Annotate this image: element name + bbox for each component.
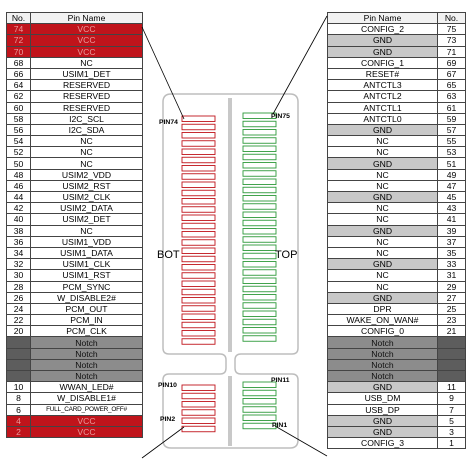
pin-number: 42 — [7, 203, 31, 214]
pin-number: 66 — [7, 68, 31, 79]
pin-name: ANTCTL1 — [328, 102, 438, 113]
top-pad — [243, 253, 276, 259]
pin-number: 7 — [438, 404, 466, 415]
pin-number: 31 — [438, 270, 466, 281]
pin75-leader-line — [273, 16, 327, 114]
pin-name: Notch — [328, 371, 438, 382]
pin-name: NC — [328, 180, 438, 191]
bot-pad — [182, 124, 215, 130]
top-pad — [243, 399, 276, 405]
top-pad — [243, 187, 276, 193]
bot-pad — [182, 418, 215, 424]
pin-name: VCC — [31, 35, 143, 46]
top-pad — [243, 407, 276, 413]
bot-pad — [182, 265, 215, 271]
pin-name: NC — [328, 169, 438, 180]
pin-number: 53 — [438, 147, 466, 158]
pin-number: 58 — [7, 113, 31, 124]
pin-name: USIM1_DATA — [31, 247, 143, 258]
pin-name: PCM_OUT — [31, 303, 143, 314]
pin-name: NC — [31, 225, 143, 236]
pin-number: 60 — [7, 102, 31, 113]
top-pad — [243, 390, 276, 396]
pin-name: GND — [328, 426, 438, 437]
pin-name: GND — [328, 35, 438, 46]
bot-pad — [182, 223, 215, 229]
pin-name: NC — [328, 214, 438, 225]
pin-name: GND — [328, 158, 438, 169]
pin-number: 40 — [7, 214, 31, 225]
pin-name: CONFIG_2 — [328, 24, 438, 35]
pin-name: USB_DP — [328, 404, 438, 415]
top-side-label: TOP — [275, 249, 298, 261]
pin-number: 41 — [438, 214, 466, 225]
pin-name: DPR — [328, 303, 438, 314]
pin-number: 56 — [7, 124, 31, 135]
pin-number: 34 — [7, 247, 31, 258]
pin-number: 4 — [7, 415, 31, 426]
top-pad — [243, 303, 276, 309]
header-no: No. — [7, 13, 31, 24]
top-pad — [243, 138, 276, 144]
pin-number: 10 — [7, 382, 31, 393]
pin-number: 29 — [438, 281, 466, 292]
pin-name: RESERVED — [31, 80, 143, 91]
pin-number: 38 — [7, 225, 31, 236]
pin-name: GND — [328, 259, 438, 270]
pin-name: Notch — [328, 337, 438, 348]
pin-number: 1 — [438, 438, 466, 449]
top-pad — [243, 328, 276, 334]
pin-number: 75 — [438, 24, 466, 35]
pin-name: RESERVED — [31, 102, 143, 113]
bot-pad — [182, 166, 215, 172]
pin-number: 3 — [438, 426, 466, 437]
top-pad — [243, 311, 276, 317]
pin-name: NC — [328, 281, 438, 292]
pin-name: GND — [328, 382, 438, 393]
pin-number: 9 — [438, 393, 466, 404]
pin-number: 71 — [438, 46, 466, 57]
pin-name: GND — [328, 124, 438, 135]
pin-number: 21 — [438, 326, 466, 337]
pin-name: RESERVED — [31, 91, 143, 102]
pin-number: 67 — [438, 68, 466, 79]
bot-pad — [182, 314, 215, 320]
pin11-label: PIN11 — [271, 377, 290, 384]
top-pad — [243, 319, 276, 325]
pin-number: 43 — [438, 203, 466, 214]
bot-pad — [182, 402, 215, 408]
bot-pad — [182, 339, 215, 345]
pin-number: 39 — [438, 225, 466, 236]
top-pad — [243, 245, 276, 251]
pin-number: 32 — [7, 259, 31, 270]
bot-pad — [182, 240, 215, 246]
pin-name: USIM1_CLK — [31, 259, 143, 270]
pin-name: ANTCTL2 — [328, 91, 438, 102]
top-pad — [243, 278, 276, 284]
pin-name: VCC — [31, 24, 143, 35]
pin-name: USIM2_RST — [31, 180, 143, 191]
bot-pad — [182, 207, 215, 213]
top-pad — [243, 237, 276, 243]
pin-name: Notch — [328, 348, 438, 359]
header-no: No. — [438, 13, 466, 24]
pin-name: I2C_SDA — [31, 124, 143, 135]
pin-number: 28 — [7, 281, 31, 292]
pin-name: USIM2_VDD — [31, 169, 143, 180]
pin-name: NC — [328, 236, 438, 247]
pin-number: 30 — [7, 270, 31, 281]
top-pad — [243, 295, 276, 301]
pin-name: PCM_CLK — [31, 326, 143, 337]
top-pad — [243, 415, 276, 421]
pin-name: NC — [31, 147, 143, 158]
bot-pad — [182, 190, 215, 196]
pin-name: GND — [328, 192, 438, 203]
bot-pad — [182, 256, 215, 262]
top-pad — [243, 154, 276, 160]
pin-name: NC — [328, 203, 438, 214]
pin-name: WAKE_ON_WAN# — [328, 315, 438, 326]
pin-name: RESET# — [328, 68, 438, 79]
top-pad — [243, 130, 276, 136]
pin-number: 63 — [438, 91, 466, 102]
leader-lines — [142, 16, 327, 458]
pin-number: 22 — [7, 315, 31, 326]
pin-name: GND — [328, 415, 438, 426]
pin-number: 20 — [7, 326, 31, 337]
bot-pad — [182, 182, 215, 188]
bot-pad — [182, 174, 215, 180]
bot-pad — [182, 116, 215, 122]
bot-pad — [182, 273, 215, 279]
pin10-label: PIN10 — [158, 382, 177, 389]
pin-name: USIM2_DET — [31, 214, 143, 225]
pin-name: USIM1_DET — [31, 68, 143, 79]
pin-name: Notch — [31, 337, 143, 348]
top-pad — [243, 163, 276, 169]
pin-number: 35 — [438, 247, 466, 258]
pin-number: 51 — [438, 158, 466, 169]
top-pad — [243, 220, 276, 226]
bot-pad — [182, 157, 215, 163]
top-pad — [243, 196, 276, 202]
pin-number: 61 — [438, 102, 466, 113]
bot-pad — [182, 232, 215, 238]
pin-name: USB_DM — [328, 393, 438, 404]
pin-name: Notch — [31, 371, 143, 382]
top-pad — [243, 262, 276, 268]
pin-name: ANTCTL0 — [328, 113, 438, 124]
pin-number: 57 — [438, 124, 466, 135]
pin-name: W_DISABLE2# — [31, 292, 143, 303]
pin-number: 37 — [438, 236, 466, 247]
pin-number: 27 — [438, 292, 466, 303]
pin1-leader-line — [275, 426, 327, 456]
pin-name: PCM_IN — [31, 315, 143, 326]
bot-pad — [182, 133, 215, 139]
bot-pad — [182, 322, 215, 328]
pin-number: 47 — [438, 180, 466, 191]
pin-number: 55 — [438, 136, 466, 147]
pin75-label: PIN75 — [271, 113, 290, 120]
pin-number: 26 — [7, 292, 31, 303]
bot-pad — [182, 393, 215, 399]
bot-pad — [182, 331, 215, 337]
top-pad — [243, 229, 276, 235]
bot-pad — [182, 426, 215, 432]
pin-number: 2 — [7, 426, 31, 437]
pin-number: 11 — [438, 382, 466, 393]
pin-number: 69 — [438, 57, 466, 68]
pin-name: VCC — [31, 426, 143, 437]
pin-number: 25 — [438, 303, 466, 314]
pin74-label: PIN74 — [159, 119, 178, 126]
pin-name: NC — [31, 136, 143, 147]
bot-pad — [182, 385, 215, 391]
top-pad — [243, 212, 276, 218]
pin-name: NC — [328, 136, 438, 147]
pin2-label: PIN2 — [160, 416, 176, 423]
top-pad — [243, 121, 276, 127]
pin-number: 24 — [7, 303, 31, 314]
pin-name: NC — [328, 147, 438, 158]
pin-number: 72 — [7, 35, 31, 46]
pin-name: PCM_SYNC — [31, 281, 143, 292]
pin-number: 74 — [7, 24, 31, 35]
pin-name: FULL_CARD_POWER_OFF# — [31, 404, 143, 415]
pin-number: 8 — [7, 393, 31, 404]
pin-number: 64 — [7, 80, 31, 91]
pin-number: 48 — [7, 169, 31, 180]
pin-name: Notch — [328, 359, 438, 370]
pin-number: 36 — [7, 236, 31, 247]
pin-number: 33 — [438, 259, 466, 270]
pin-number: 44 — [7, 192, 31, 203]
bot-pad — [182, 199, 215, 205]
top-pad — [243, 179, 276, 185]
top-pad — [243, 171, 276, 177]
bot-pad — [182, 215, 215, 221]
pin-name: GND — [328, 46, 438, 57]
top-pad — [243, 204, 276, 210]
pin-name: CONFIG_3 — [328, 438, 438, 449]
bot-pad — [182, 248, 215, 254]
pin-name: Notch — [31, 348, 143, 359]
bot-pad — [182, 281, 215, 287]
pin-number: 62 — [7, 91, 31, 102]
pin-name: VCC — [31, 46, 143, 57]
pin-name: NC — [31, 57, 143, 68]
pin-name: USIM1_RST — [31, 270, 143, 281]
pin-name: NC — [328, 247, 438, 258]
pin-number: 23 — [438, 315, 466, 326]
pin-name: CONFIG_1 — [328, 57, 438, 68]
header-pin-name: Pin Name — [328, 13, 438, 24]
bot-pad — [182, 306, 215, 312]
bot-pad — [182, 410, 215, 416]
pin-name: WWAN_LED# — [31, 382, 143, 393]
top-pad — [243, 286, 276, 292]
pin1-label: PIN1 — [272, 422, 288, 429]
pin-number: 73 — [438, 35, 466, 46]
top-pad — [243, 146, 276, 152]
pin-name: USIM2_CLK — [31, 192, 143, 203]
pin-number: 5 — [438, 415, 466, 426]
bot-side-label: BOT — [157, 249, 180, 261]
pin-number: 46 — [7, 180, 31, 191]
pin-number: 54 — [7, 136, 31, 147]
bot-pad — [182, 149, 215, 155]
pin-name: USIM1_VDD — [31, 236, 143, 247]
bot-pad — [182, 298, 215, 304]
pin-name: W_DISABLE1# — [31, 393, 143, 404]
header-pin-name: Pin Name — [31, 13, 143, 24]
bot-pad — [182, 141, 215, 147]
pin-name: I2C_SCL — [31, 113, 143, 124]
pin-name: ANTCTL3 — [328, 80, 438, 91]
bot-pad — [182, 289, 215, 295]
pin-number: 59 — [438, 113, 466, 124]
top-pad — [243, 336, 276, 342]
pin-name: GND — [328, 225, 438, 236]
pin-name: NC — [328, 270, 438, 281]
pin-name: USIM2_DATA — [31, 203, 143, 214]
pin-number: 6 — [7, 404, 31, 415]
pin-number: 49 — [438, 169, 466, 180]
pin-number: 45 — [438, 192, 466, 203]
top-pad — [243, 270, 276, 276]
pin-number: 52 — [7, 147, 31, 158]
pin-number: 68 — [7, 57, 31, 68]
pin-name: GND — [328, 292, 438, 303]
pin-name: CONFIG_0 — [328, 326, 438, 337]
pin-number: 50 — [7, 158, 31, 169]
pin-name: Notch — [31, 359, 143, 370]
pin-number: 70 — [7, 46, 31, 57]
pin-name: NC — [31, 158, 143, 169]
pin-name: VCC — [31, 415, 143, 426]
pin-number: 65 — [438, 80, 466, 91]
